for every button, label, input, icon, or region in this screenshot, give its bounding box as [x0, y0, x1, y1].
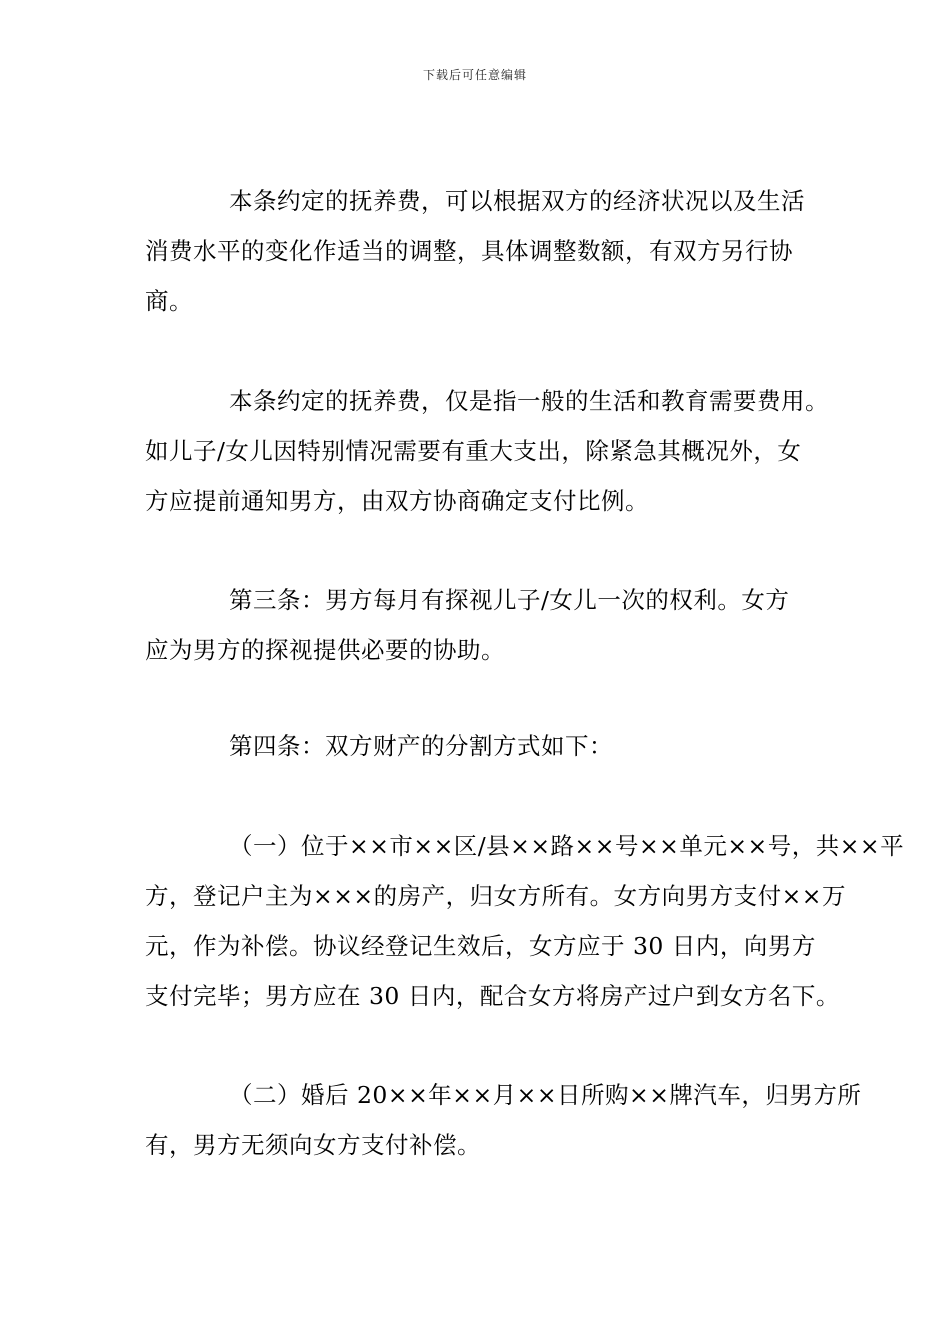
paragraph-article-four [145, 721, 817, 771]
paragraph-line: 元，作为补偿。协议经登记生效后，女方应于 30 日内，向男方 [145, 932, 816, 960]
paragraph-property-car [145, 1070, 862, 1170]
paragraph-line: 方应提前通知男方，由双方协商确定支付比例。 [145, 487, 649, 515]
paragraph-line: 第四条：双方财产的分割方式如下： [229, 732, 613, 760]
paragraph-property-house [145, 821, 905, 1021]
paragraph-support-scope [145, 376, 829, 526]
paragraph-line: 本条约定的抚养费，仅是指一般的生活和教育需要费用。 [229, 387, 829, 415]
paragraph-line: 商。 [145, 287, 193, 315]
paragraph-line: 第三条：男方每月有探视儿子/女儿一次的权利。女方 [229, 586, 790, 614]
paragraph-line: 消费水平的变化作适当的调整，具体调整数额，有双方另行协 [145, 237, 793, 265]
page-header: 下载后可任意编辑 [422, 68, 527, 82]
paragraph-line: 应为男方的探视提供必要的协助。 [145, 636, 505, 664]
paragraph-article-three [145, 575, 817, 675]
paragraph-line: 方，登记户主为×××的房产，归女方所有。女方向男方支付××万 [145, 882, 846, 910]
paragraph-line: 本条约定的抚养费，可以根据双方的经济状况以及生活 [229, 187, 805, 215]
paragraph-line: （二）婚后 20××年××月××日所购××牌汽车，归男方所 [229, 1081, 862, 1109]
paragraph-line: 有，男方无须向女方支付补偿。 [145, 1131, 481, 1159]
paragraph-line: 支付完毕；男方应在 30 日内，配合女方将房产过户到女方名下。 [145, 982, 840, 1010]
paragraph-support-adjustment [145, 176, 817, 326]
paragraph-line: 如儿子/女儿因特别情况需要有重大支出，除紧急其概况外，女 [145, 437, 802, 465]
paragraph-line: （一）位于××市××区/县××路××号××单元××号，共××平 [229, 832, 905, 860]
